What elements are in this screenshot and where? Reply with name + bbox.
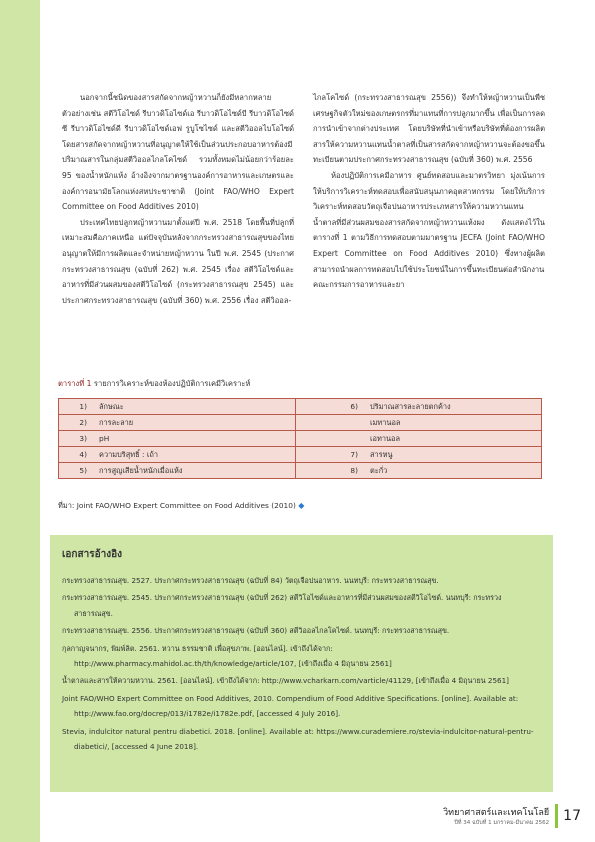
table-cell: ลักษณะ bbox=[93, 399, 296, 415]
references-heading: เอกสารอ้างอิง bbox=[62, 549, 122, 560]
footer-title: วิทยาศาสตร์และเทคโนโลยี bbox=[443, 808, 550, 818]
table-cell: 2) bbox=[59, 415, 94, 431]
article-column-left bbox=[62, 90, 294, 308]
table-source bbox=[58, 500, 304, 512]
source-marker-icon: ◆ bbox=[298, 501, 305, 510]
table-cell: 7) bbox=[296, 447, 365, 463]
references-box bbox=[50, 535, 553, 792]
paragraph: ไกลโคไซด์ (กระทรวงสาธารณสุข 2556)) จึงทำให้หญ้าหวานเป็นพืชเศรษฐกิจตัวใหม่ของเกษตรกรที่มาแทนที่การปลูกมากขึ้น เพื่อเป็นการลดการนำเข้าจากต่างประเทศ โดยบริษัทที่นำเข้าหรือบริษัทที่ต้องการผลิตสารให้ความหวานแทนน้ำตาลที่เป็นสารสกัดจากหญ้าหวานจะต้องขอขึ้นทะเบียนตามประกาศกระทรวงสาธารณสุข (ฉบับที่ 360) พ.ศ. 2556 bbox=[313, 93, 545, 165]
table-cell: สารหนู bbox=[364, 447, 542, 463]
table-cell: ตะกั่ว bbox=[364, 463, 542, 479]
analysis-table bbox=[58, 398, 542, 479]
left-sidebar-stripe bbox=[0, 0, 40, 842]
table-number: ตารางที่ 1 bbox=[58, 379, 92, 388]
table-cell: 3) bbox=[59, 431, 94, 447]
table-cell: ความบริสุทธิ์ : เถ้า bbox=[93, 447, 296, 463]
reference-item: Joint FAO/WHO Expert Committee on Food Additives, 2010. Compendium of Food Additive Specifications. [online]. Available at: http://www.fao.org/docrep/013/i1782e/i1782e.pdf, [accessed 4 July 2016]. bbox=[62, 693, 519, 719]
paragraph: นอกจากนี้ชนิดของสารสกัดจากหญ้าหวานก็ยังมีหลากหลาย ตัวอย่างเช่น สตีวิโอไซด์ รีบาวดิโอไซด์เอ รีบาวดิโอไซด์บี รีบาวดิโอไซด์ซี รีบาวดิโอไซด์ดี รีบาวดิโอไซด์เอฟ รูบูโซไซด์ และสตีวิออลไบโอไซด์ โดยสารสกัดจากหญ้าหวานที่อนุญาตให้ใช้เป็นส่วนประกอบอาหารต้องมีปริมาณสารในกลุ่มสตีวิออลไกลโคไซด์ รวมทั้งหมดไม่น้อยกว่าร้อยละ 95 ของน้ำหนักแห้ง อ้างอิงจากมาตรฐานองค์การอาหารและเกษตรและองค์การอนามัยโลกแห่งสหประชาชาติ (Joint FAO/WHO Expert Committee on Food Additives 2010) bbox=[62, 93, 294, 212]
table-cell: การสูญเสียน้ำหนักเมื่อแห้ง bbox=[93, 463, 296, 479]
table-caption bbox=[58, 378, 250, 390]
page-footer bbox=[443, 804, 581, 828]
table-row bbox=[59, 447, 542, 463]
paragraph: ประเทศไทยปลูกหญ้าหวานมาตั้งแต่ปี พ.ศ. 2518 โดยพื้นที่ปลูกที่เหมาะสมคือภาคเหนือ แต่ปัจจุบันหลังจากกระทรวงสาธารณสุขของไทยอนุญาตให้มีการผลิตและจำหน่ายหญ้าหวาน ในปี พ.ศ. 2545 (ประกาศกระทรวงสาธารณสุข (ฉบับที่ 262) พ.ศ. 2545 เรื่อง สตีวิโอไซด์และอาหารที่มีส่วนผสมของสตีวิโอไซด์ (กระทรวงสาธารณสุข 2545) และประกาศกระทรวงสาธารณสุข (ฉบับที่ 360) พ.ศ. 2556 เรื่อง สตีวิออล- bbox=[62, 217, 294, 305]
table-cell bbox=[296, 431, 365, 447]
footer-divider bbox=[555, 804, 558, 828]
table-cell: 8) bbox=[296, 463, 365, 479]
reference-item: น้ำตาลและสารให้ความหวาน. 2561. [ออนไลน์]. เข้าถึงได้จาก: http://www.vcharkarn.com/varticle/41129, [เข้าถึงเมื่อ 4 มิถุนายน 2561] bbox=[62, 676, 509, 686]
reference-item: Stevia, indulcitor natural pentru diabetici. 2018. [online]. Available at: https://www.curademiere.ro/stevia-indulcitor-natural-pentru-diabetici/, [accessed 4 June 2018]. bbox=[62, 726, 534, 752]
table-cell: 5) bbox=[59, 463, 94, 479]
table-cell bbox=[296, 415, 365, 431]
table-source-text: ที่มา: Joint FAO/WHO Expert Committee on Food Additives (2010) bbox=[58, 501, 296, 510]
footer-issue: ปีที่ 34 ฉบับที่ 1 มกราคม-มีนาคม 2562 bbox=[454, 820, 550, 826]
paragraph: ห้องปฏิบัติการเคมีอาหาร ศูนย์ทดสอบและมาตรวิทยา มุ่งเน้นการให้บริการวิเคราะห์ทดสอบเพื่อสนับสนุนภาคอุตสาหกรรม โดยให้บริการวิเคราะห์ทดสอบวัตถุเจือปนอาหารประเภทสารให้ความหวานแทนน้ำตาลที่มีส่วนผสมของสารสกัดจากหญ้าหวานแห้งผง ดังแสดงไว้ในตารางที่ 1 ตามวิธีการทดสอบตามมาตรฐาน JECFA (Joint FAO/WHO Expert Committee on Food Additives 2010) ซึ่งทางผู้ผลิตสามารถนำผลการทดสอบไปใช้ประโยชน์ในการขึ้นทะเบียนต่อสำนักงานคณะกรรมการอาหารและยา bbox=[313, 170, 545, 290]
table-cell: pH bbox=[93, 431, 296, 447]
table-row bbox=[59, 431, 542, 447]
reference-item: กระทรวงสาธารณสุข. 2545. ประกาศกระทรวงสาธารณสุข (ฉบับที่ 262) สตีวิโอไซด์และอาหารที่มีส่วนผสมของสตีวิโอไซด์. นนทบุรี: กระทรวงสาธารณสุข. bbox=[62, 593, 502, 618]
table-title: รายการวิเคราะห์ของห้องปฏิบัติการเคมีวิเคราะห์ bbox=[93, 379, 251, 388]
article-column-right bbox=[313, 90, 545, 293]
table-cell: 1) bbox=[59, 399, 94, 415]
table-row bbox=[59, 399, 542, 415]
reference-item: กุลกาญจนากร, พิมพ์ลิต. 2561. หวาน ธรรมชาติ เพื่อสุขภาพ. [ออนไลน์]. เข้าถึงได้จาก: http://www.pharmacy.mahidol.ac.th/th/knowledge/article/107, [เข้าถึงเมื่อ 4 มิถุนายน 2561] bbox=[62, 643, 392, 669]
table-cell: เมทานอล bbox=[364, 415, 542, 431]
table-cell: 4) bbox=[59, 447, 94, 463]
table-cell: การละลาย bbox=[93, 415, 296, 431]
table-row bbox=[59, 463, 542, 479]
table-row bbox=[59, 415, 542, 431]
references-list bbox=[62, 573, 540, 756]
reference-item: กระทรวงสาธารณสุข. 2527. ประกาศกระทรวงสาธารณสุข (ฉบับที่ 84) วัตถุเจือปนอาหาร. นนทบุรี: กระทรวงสาธารณสุข. bbox=[62, 576, 439, 585]
table-cell: เอทานอล bbox=[364, 431, 542, 447]
page-number: 17 bbox=[563, 808, 581, 824]
table-cell: 6) bbox=[296, 399, 365, 415]
footer-text bbox=[443, 805, 549, 827]
table-cell: ปริมาณสารละลายตกค้าง bbox=[364, 399, 542, 415]
reference-item: กระทรวงสาธารณสุข. 2556. ประกาศกระทรวงสาธารณสุข (ฉบับที่ 360) สตีวิออลไกลโคไซด์. นนทบุรี: กระทรวงสาธารณสุข. bbox=[62, 626, 450, 636]
